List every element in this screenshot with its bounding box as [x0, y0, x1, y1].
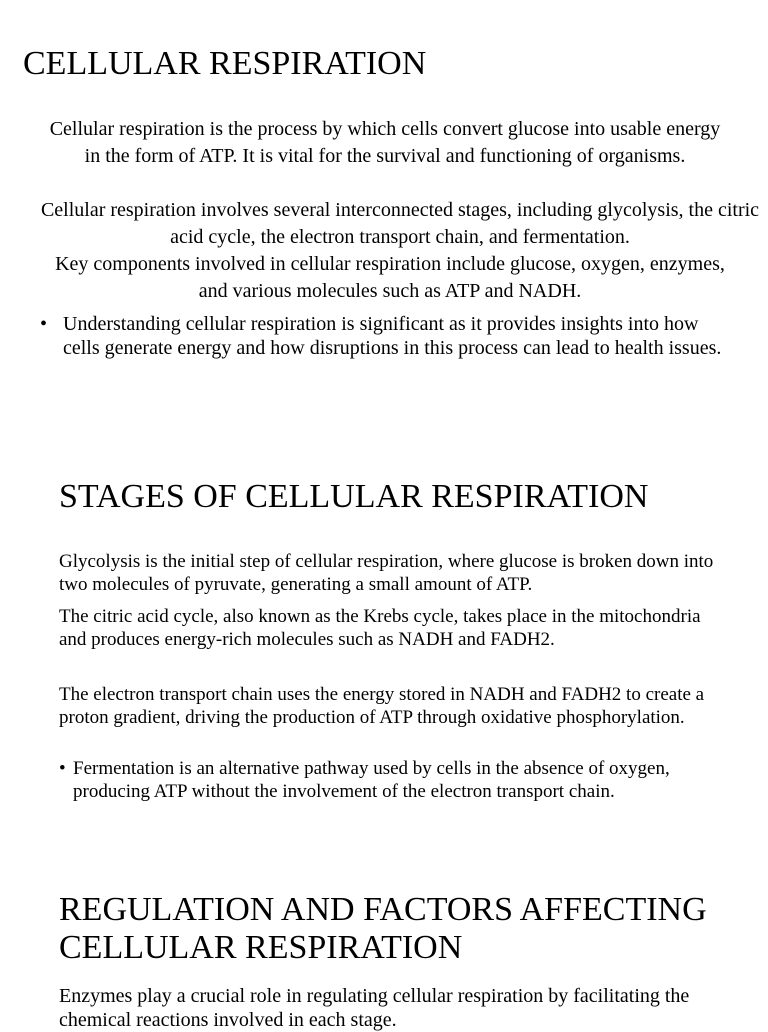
section-2-paragraph-2: The citric acid cycle, also known as the Krebs cycle, takes place in the mitochondria and produces energy-rich molecules such as NADH and FADH2. [59, 606, 701, 650]
section-3-paragraph-1: Enzymes play a crucial role in regulating cellular respiration by facilitating the chemical reactions involved in each stage. [59, 985, 690, 1031]
section-2-paragraph-1: Glycolysis is the initial step of cellular respiration, where glucose is broken down into two molecules of pyruvate, generating a small amount of ATP. [59, 551, 714, 595]
section-1-paragraph-2: Cellular respiration involves several interconnected stages, including glycolysis, the citric acid cycle, the electron transport chain, and fermentation. [40, 199, 760, 248]
section-2-paragraph-3: The electron transport chain uses the energy stored in NADH and FADH2 to create a proton gradient, driving the production of ATP through oxidative phosphorylation. [59, 684, 705, 728]
section-1-paragraph-3: Key components involved in cellular respiration include glucose, oxygen, enzymes, and various molecules such as ATP and NADH. [55, 253, 725, 302]
section-3-title: REGULATION AND FACTORS AFFECTING CELLULAR RESPIRATION [59, 891, 707, 966]
section-1-paragraph-1: Cellular respiration is the process by which cells convert glucose into usable energy in the form of ATP. It is vital for the survival and functioning of organisms. [49, 118, 721, 167]
bullet-icon: • [59, 758, 66, 779]
section-1-title: CELLULAR RESPIRATION [23, 45, 427, 82]
section-1-bullet-item [40, 312, 740, 360]
bullet-icon: • [40, 313, 48, 335]
section-2-bullet-text: Fermentation is an alternative pathway used by cells in the absence of oxygen, producing ATP without the involvement of the electron transport chain. [73, 758, 670, 802]
section-1-bullet-text: Understanding cellular respiration is significant as it provides insights into how cells generate energy and how disruptions in this process can lead to health issues. [63, 313, 722, 359]
section-2-bullet-item [59, 758, 699, 803]
section-2-title: STAGES OF CELLULAR RESPIRATION [59, 478, 649, 515]
